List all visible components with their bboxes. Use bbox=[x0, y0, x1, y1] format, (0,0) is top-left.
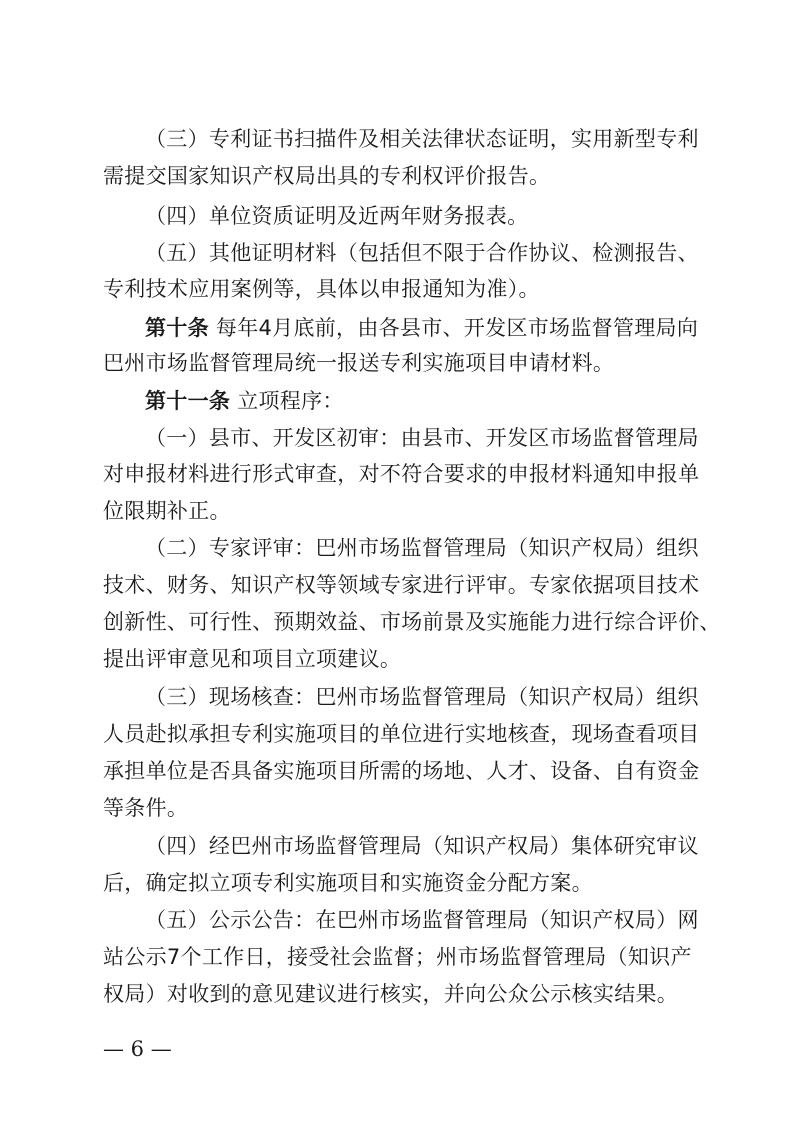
paragraph-line: 巴州市场监督管理局统一报送专利实施项目申请材料。 bbox=[103, 351, 615, 375]
paragraph-line: 等条件。 bbox=[103, 796, 189, 820]
paragraph-line: 技术、财务、知识产权等领域专家进行评审。专家依据项目技术 bbox=[103, 573, 700, 597]
paragraph-line: 提出评审意见和项目立项建议。 bbox=[103, 647, 402, 671]
paragraph-line: 对申报材料进行形式审查，对不符合要求的申报材料通知申报单 bbox=[103, 462, 700, 486]
paragraph-line: 创新性、可行性、预期效益、市场前景及实施能力进行综合评价、 bbox=[103, 610, 721, 634]
paragraph-line: 位限期补正。 bbox=[103, 499, 231, 523]
page-number: — 6 — bbox=[103, 1037, 172, 1061]
paragraph-line: 人员赴拟承担专利实施项目的单位进行实地核查，现场查看项目 bbox=[103, 722, 700, 746]
paragraph-line: 需提交国家知识产权局出具的专利权评价报告。 bbox=[103, 164, 551, 188]
paragraph-line: （五）其他证明材料（包括但不限于合作协议、检测报告、 bbox=[145, 241, 699, 265]
paragraph-line: 后，确定拟立项专利实施项目和实施资金分配方案。 bbox=[103, 871, 593, 895]
article-10-label: 第十条 bbox=[145, 316, 209, 340]
paragraph-line: （三）现场核查：巴州市场监督管理局（知识产权局）组织 bbox=[145, 685, 699, 709]
paragraph-line: （四）经巴州市场监督管理局（知识产权局）集体研究审议 bbox=[145, 834, 699, 858]
paragraph-line: （五）公示公告：在巴州市场监督管理局（知识产权局）网 bbox=[145, 908, 699, 932]
paragraph-line: （一）县市、开发区初审：由县市、开发区市场监督管理局 bbox=[145, 426, 699, 450]
paragraph-line: （三）专利证书扫描件及相关法律状态证明，实用新型专利 bbox=[145, 127, 699, 151]
paragraph-line: （四）单位资质证明及近两年财务报表。 bbox=[145, 204, 529, 228]
article-11-label: 第十一条 bbox=[145, 389, 231, 413]
paragraph-line: 站公示7个工作日，接受社会监督；州市场监督管理局（知识产 bbox=[103, 945, 692, 969]
article-11-text: 立项程序： bbox=[237, 389, 344, 413]
article-10-line bbox=[145, 311, 745, 345]
paragraph-line: （二）专家评审：巴州市场监督管理局（知识产权局）组织 bbox=[145, 536, 699, 560]
article-11-line bbox=[145, 384, 745, 418]
paragraph-line: 权局）对收到的意见建议进行核实，并向公众公示核实结果。 bbox=[103, 982, 679, 1006]
paragraph-line: 承担单位是否具备实施项目所需的场地、人才、设备、自有资金 bbox=[103, 759, 700, 783]
paragraph-line: 专利技术应用案例等，具体以申报通知为准）。 bbox=[103, 277, 540, 301]
article-10-text: 每年4月底前，由各县市、开发区市场监督管理局向 bbox=[215, 316, 699, 340]
